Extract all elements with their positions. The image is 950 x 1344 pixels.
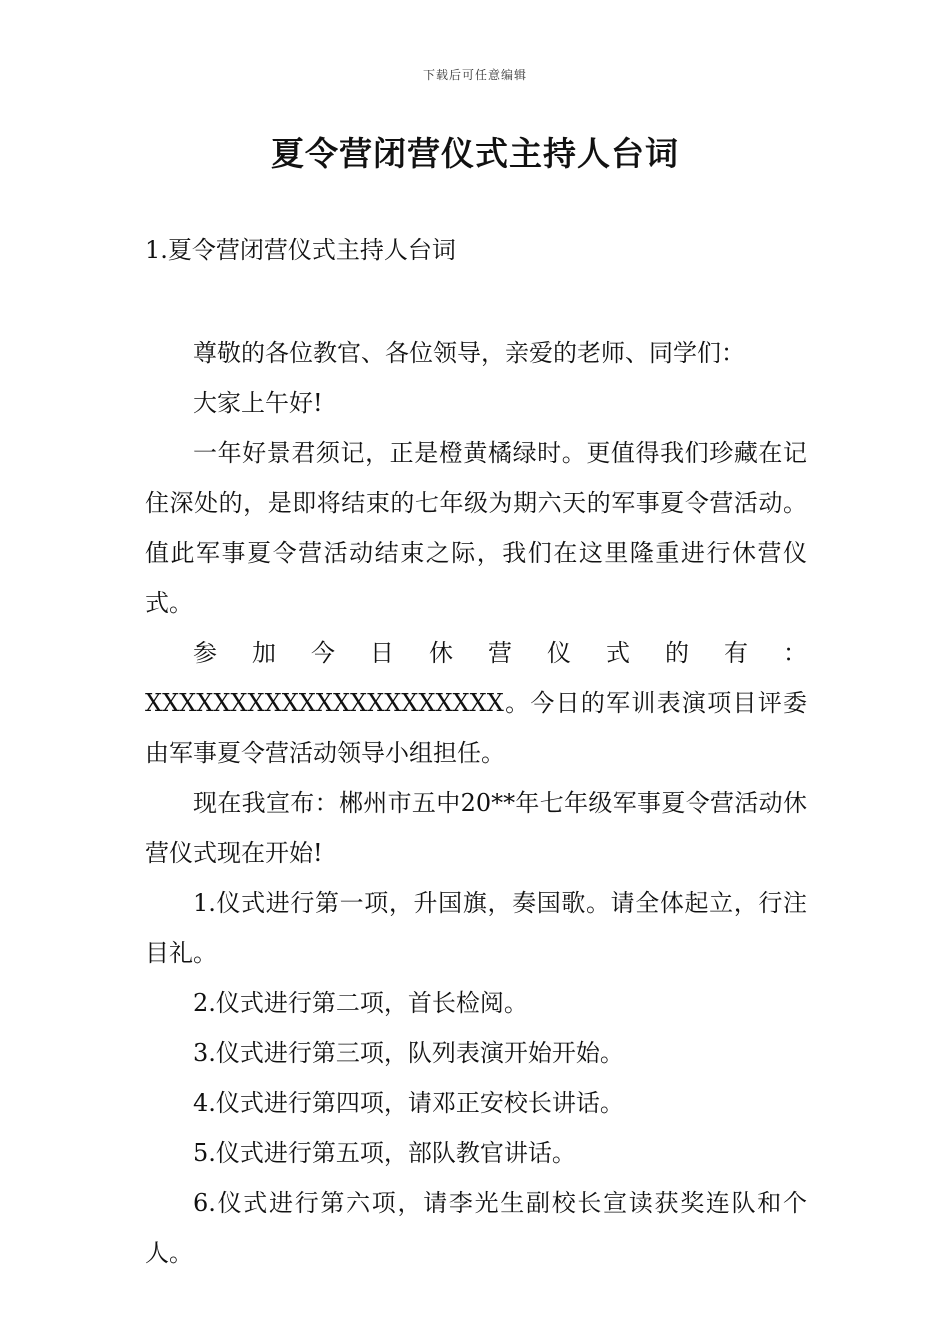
agenda-item-6: 6.仪式进行第六项，请李光生副校长宣读获奖连队和个人。 <box>145 1189 807 1267</box>
announcement-paragraph: 现在我宣布：郴州市五中20**年七年级军事夏令营活动休营仪式现在开始! <box>145 789 807 867</box>
agenda-item-1: 1.仪式进行第一项，升国旗，奏国歌。请全体起立，行注目礼。 <box>145 889 807 967</box>
agenda-item-5: 5.仪式进行第五项，部队教官讲话。 <box>193 1139 576 1167</box>
header-note: 下载后可任意编辑 <box>422 68 527 82</box>
section-heading: 1.夏令营闭营仪式主持人台词 <box>145 236 456 264</box>
document-title: 夏令营闭营仪式主持人台词 <box>271 134 679 173</box>
agenda-item-4: 4.仪式进行第四项，请邓正安校长讲话。 <box>193 1089 624 1117</box>
intro-paragraph: 一年好景君须记，正是橙黄橘绿时。更值得我们珍藏在记住深处的，是即将结束的七年级为期六天的军事夏令营活动。值此军事夏令营活动结束之际，我们在这里隆重进行休营仪式。 <box>145 439 807 617</box>
salutation-paragraph: 大家上午好! <box>193 389 323 417</box>
greeting-paragraph: 尊敬的各位教官、各位领导，亲爱的老师、同学们： <box>193 339 745 367</box>
document-body <box>145 328 807 1278</box>
agenda-item-2: 2.仪式进行第二项，首长检阅。 <box>193 989 528 1017</box>
agenda-item-3: 3.仪式进行第三项，队列表演开始开始。 <box>193 1039 624 1067</box>
attendees-paragraph: 参加今日休营仪式的有：XXXXXXXXXXXXXXXXXXXXX。今日的军训表演项目评委由军事夏令营活动领导小组担任。 <box>145 639 807 767</box>
